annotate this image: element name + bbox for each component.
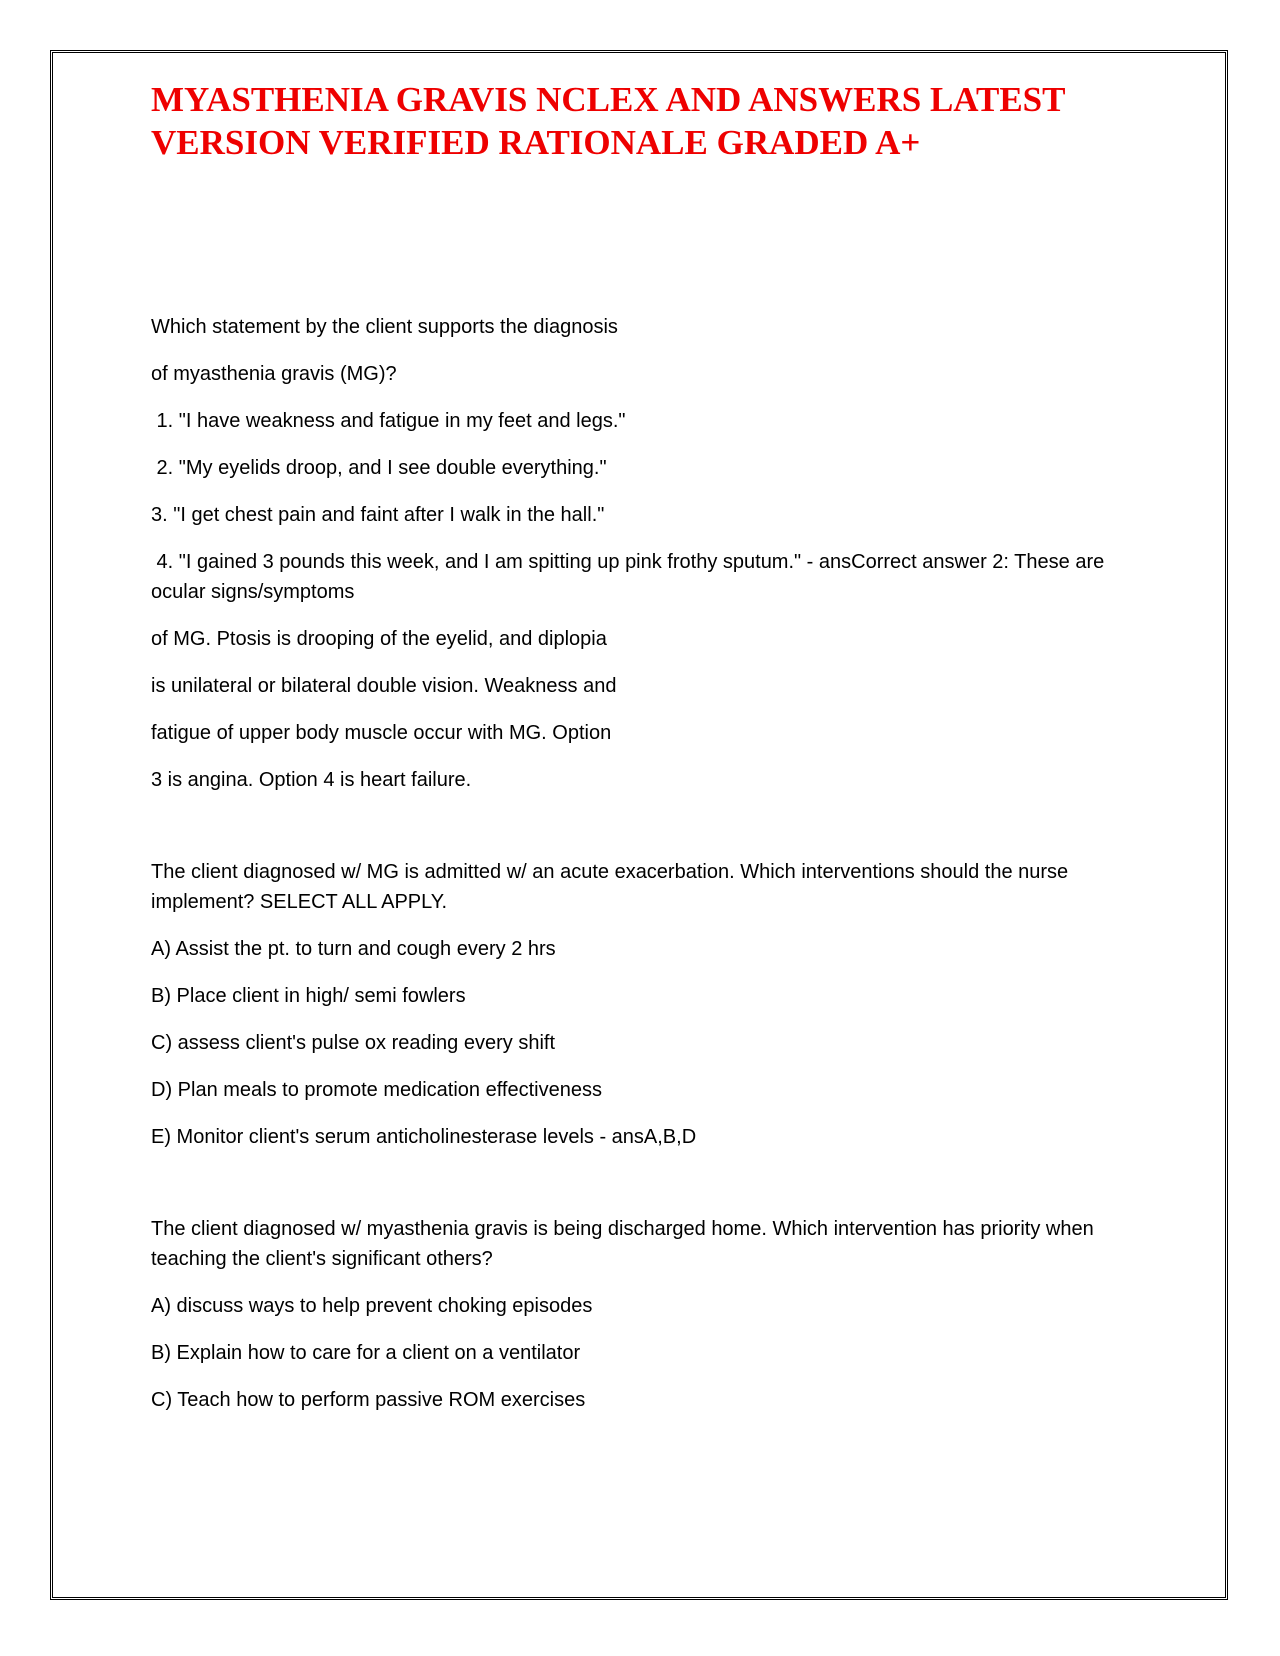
question-2 bbox=[151, 857, 1141, 1152]
question-2-option-b: B) Place client in high/ semi fowlers bbox=[151, 985, 466, 1007]
question-2-option-a: A) Assist the pt. to turn and cough every 2 hrs bbox=[151, 938, 556, 960]
document-title: MYASTHENIA GRAVIS NCLEX AND ANSWERS LATEST VERSION VERIFIED RATIONALE GRADED A+ bbox=[151, 80, 1065, 162]
question-1-option-1: 1. "I have weakness and fatigue in my feet and legs." bbox=[151, 410, 626, 432]
question-2-stem: The client diagnosed w/ MG is admitted w/ an acute exacerbation. Which interventions should the nurse implement? SELECT ALL APPLY. bbox=[151, 861, 1069, 913]
question-1-rationale-line-3: fatigue of upper body muscle occur with MG. Option bbox=[151, 722, 612, 744]
question-3 bbox=[151, 1214, 1141, 1415]
question-2-option-d: D) Plan meals to promote medication effectiveness bbox=[151, 1079, 602, 1101]
question-1-option-3: 3. "I get chest pain and faint after I walk in the hall." bbox=[151, 504, 605, 526]
question-1-rationale-line-4: 3 is angina. Option 4 is heart failure. bbox=[151, 769, 472, 791]
question-3-option-b: B) Explain how to care for a client on a ventilator bbox=[151, 1342, 581, 1364]
question-1-rationale-line-2: is unilateral or bilateral double vision. Weakness and bbox=[151, 675, 617, 697]
question-1-stem-line-1: Which statement by the client supports the diagnosis bbox=[151, 316, 618, 338]
question-1-option-4-answer: 4. "I gained 3 pounds this week, and I am spitting up pink frothy sputum." - ansCorrect answer 2: These are ocular signs/symptoms bbox=[151, 551, 1105, 603]
question-2-option-e-answer: E) Monitor client's serum anticholinesterase levels - ansA,B,D bbox=[151, 1126, 697, 1148]
question-1-option-2: 2. "My eyelids droop, and I see double everything." bbox=[151, 457, 607, 479]
document-body bbox=[151, 78, 1141, 1432]
question-3-stem: The client diagnosed w/ myasthenia gravis is being discharged home. Which intervention has priority when teaching the client's significant others? bbox=[151, 1218, 1094, 1270]
question-3-option-a: A) discuss ways to help prevent choking episodes bbox=[151, 1295, 593, 1317]
question-1-rationale-line-1: of MG. Ptosis is drooping of the eyelid, and diplopia bbox=[151, 628, 607, 650]
question-2-option-c: C) assess client's pulse ox reading every shift bbox=[151, 1032, 555, 1054]
question-3-option-c: C) Teach how to perform passive ROM exercises bbox=[151, 1389, 586, 1411]
question-1 bbox=[151, 312, 1141, 795]
question-1-stem-line-2: of myasthenia gravis (MG)? bbox=[151, 363, 397, 385]
